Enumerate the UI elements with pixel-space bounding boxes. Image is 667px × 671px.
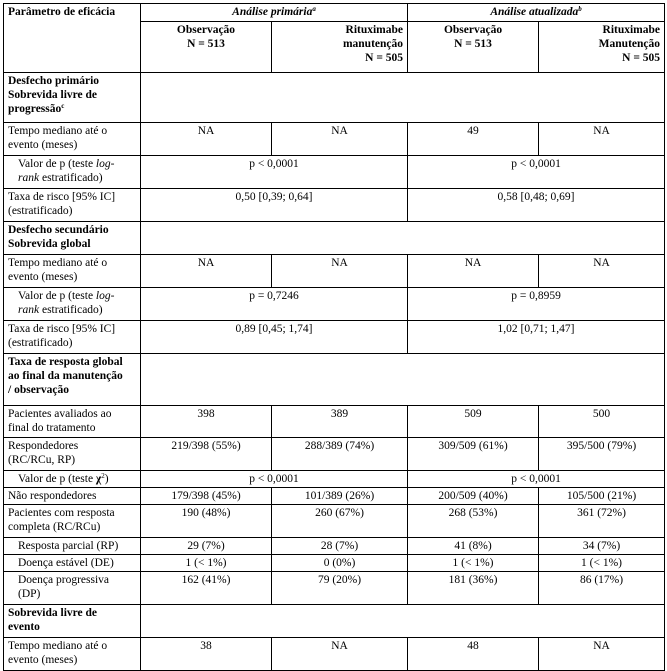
orr-resp-val: 309/509 (61%) (408, 438, 539, 471)
os-hr-primary: 0,89 [0,45; 1,74] (141, 321, 408, 354)
pfs-pvalue-primary: p < 0,0001 (141, 156, 408, 189)
os-title: Desfecho secundário Sobrevida global (4, 222, 141, 255)
orr-pr-val: 28 (7%) (272, 538, 408, 555)
os-median-val: NA (272, 255, 408, 288)
header-rit-primary: Rituximabe manutenção N = 505 (272, 22, 408, 73)
orr-eval-val: 509 (408, 406, 539, 438)
pfs-hr-primary: 0,50 [0,39; 0,64] (141, 189, 408, 222)
efs-median-val: NA (539, 638, 665, 671)
os-pvalue-primary: p = 0,7246 (141, 288, 408, 321)
orr-cr-val: 260 (67%) (272, 505, 408, 538)
orr-cr-val: 190 (48%) (141, 505, 272, 538)
orr-resp-label: Respondedores (RC/RCu, RP) (4, 438, 141, 471)
pfs-title: Desfecho primário Sobrevida livre de progressão$^c$ (4, 73, 141, 123)
os-median-val: NA (539, 255, 665, 288)
pfs-pvalue-updated: p < 0,0001 (408, 156, 665, 189)
os-title-spacer (141, 222, 665, 255)
header-primary: Análise primária$^a$ (141, 4, 408, 22)
orr-eval-val: 398 (141, 406, 272, 438)
orr-nonresp-val: 200/509 (40%) (408, 488, 539, 505)
pfs-median-label: Tempo mediano até o evento (meses) (4, 123, 141, 156)
orr-sd-val: 0 (0%) (272, 555, 408, 572)
os-median-label: Tempo mediano até o evento (meses) (4, 255, 141, 288)
orr-pr-val: 34 (7%) (539, 538, 665, 555)
orr-pr-val: 29 (7%) (141, 538, 272, 555)
orr-sd-val: 1 (< 1%) (408, 555, 539, 572)
os-pvalue-label: Valor de p (teste log- rank estratificado) (4, 288, 141, 321)
orr-pd-val: 181 (36%) (408, 572, 539, 605)
efs-median-val: 48 (408, 638, 539, 671)
header-updated: Análise atualizada$^b$ (408, 4, 665, 22)
efficacy-table (3, 3, 665, 671)
orr-pr-val: 41 (8%) (408, 538, 539, 555)
orr-nonresp-val: 179/398 (45%) (141, 488, 272, 505)
pfs-hr-updated: 0,58 [0,48; 0,69] (408, 189, 665, 222)
orr-pchi-primary: p < 0,0001 (141, 471, 408, 488)
header-param: Parâmetro de eficácia (4, 4, 141, 73)
orr-resp-val: 288/389 (74%) (272, 438, 408, 471)
header-rit-updated: Rituximabe Manutenção N = 505 (539, 22, 665, 73)
pfs-hr-label: Taxa de risco [95% IC] (estratificado) (4, 189, 141, 222)
pfs-median-val: 49 (408, 123, 539, 156)
efs-median-val: 38 (141, 638, 272, 671)
pfs-median-val: NA (272, 123, 408, 156)
orr-sd-label: Doença estável (DE) (4, 555, 141, 572)
orr-eval-val: 500 (539, 406, 665, 438)
header-obs-primary: Observação N = 513 (141, 22, 272, 73)
os-pvalue-updated: p = 0,8959 (408, 288, 665, 321)
orr-resp-val: 395/500 (79%) (539, 438, 665, 471)
pfs-median-val: NA (539, 123, 665, 156)
orr-sd-val: 1 (< 1%) (539, 555, 665, 572)
orr-cr-val: 268 (53%) (408, 505, 539, 538)
orr-cr-val: 361 (72%) (539, 505, 665, 538)
os-hr-updated: 1,02 [0,71; 1,47] (408, 321, 665, 354)
header-obs-updated: Observação N = 513 (408, 22, 539, 73)
efs-median-val: NA (272, 638, 408, 671)
orr-pd-val: 86 (17%) (539, 572, 665, 605)
orr-nonresp-label: Não respondedores (4, 488, 141, 505)
orr-cr-label: Pacientes com resposta completa (RC/RCu) (4, 505, 141, 538)
os-hr-label: Taxa de risco [95% IC] (estratificado) (4, 321, 141, 354)
pfs-median-val: NA (141, 123, 272, 156)
os-median-val: NA (408, 255, 539, 288)
efs-title-spacer (141, 605, 665, 638)
orr-pchi-updated: p < 0,0001 (408, 471, 665, 488)
orr-nonresp-val: 105/500 (21%) (539, 488, 665, 505)
orr-pr-label: Resposta parcial (RP) (4, 538, 141, 555)
orr-resp-val: 219/398 (55%) (141, 438, 272, 471)
pfs-title-spacer (141, 73, 665, 123)
efs-median-label: Tempo mediano até o evento (meses) (4, 638, 141, 671)
pfs-pvalue-label: Valor de p (teste log- rank estratificado) (4, 156, 141, 189)
orr-eval-label: Pacientes avaliados ao final do tratamento (4, 406, 141, 438)
orr-pd-val: 79 (20%) (272, 572, 408, 605)
orr-nonresp-val: 101/389 (26%) (272, 488, 408, 505)
orr-sd-val: 1 (< 1%) (141, 555, 272, 572)
efs-title: Sobrevida livre de evento (4, 605, 141, 638)
os-median-val: NA (141, 255, 272, 288)
orr-pd-val: 162 (41%) (141, 572, 272, 605)
orr-pd-label: Doença progressiva (DP) (4, 572, 141, 605)
orr-title: Taxa de resposta global ao final da manutenção / observação (4, 354, 141, 406)
orr-pchi-label: Valor de p (teste $\chi^2$) (4, 471, 141, 488)
orr-title-spacer (141, 354, 665, 406)
orr-eval-val: 389 (272, 406, 408, 438)
